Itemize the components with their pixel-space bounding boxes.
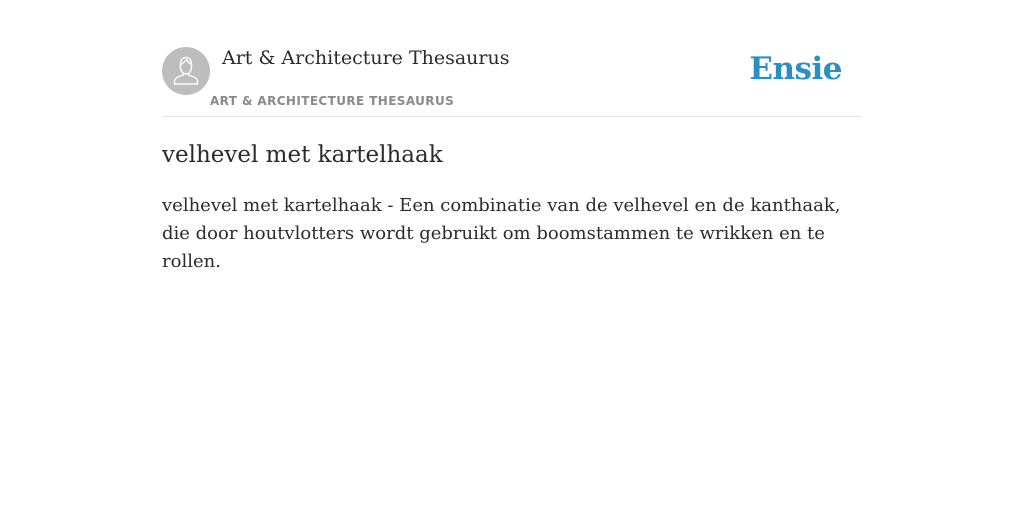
ensie-logo[interactable]: Ensie [749,51,842,87]
user-silhouette-icon [162,47,210,95]
term-title: velhevel met kartelhaak [162,142,443,168]
definition-text: velhevel met kartelhaak - Een combinatie van de velhevel en de kanthaak, die door houtvlotters wordt gebruikt om boomstammen te wrikken en te rollen. [162,195,841,272]
source-name[interactable]: Art & Architecture Thesaurus [222,47,510,69]
source-subtitle[interactable]: ART & ARCHITECTURE THESAURUS [210,94,455,108]
source-header [162,0,862,117]
avatar[interactable] [162,47,210,95]
